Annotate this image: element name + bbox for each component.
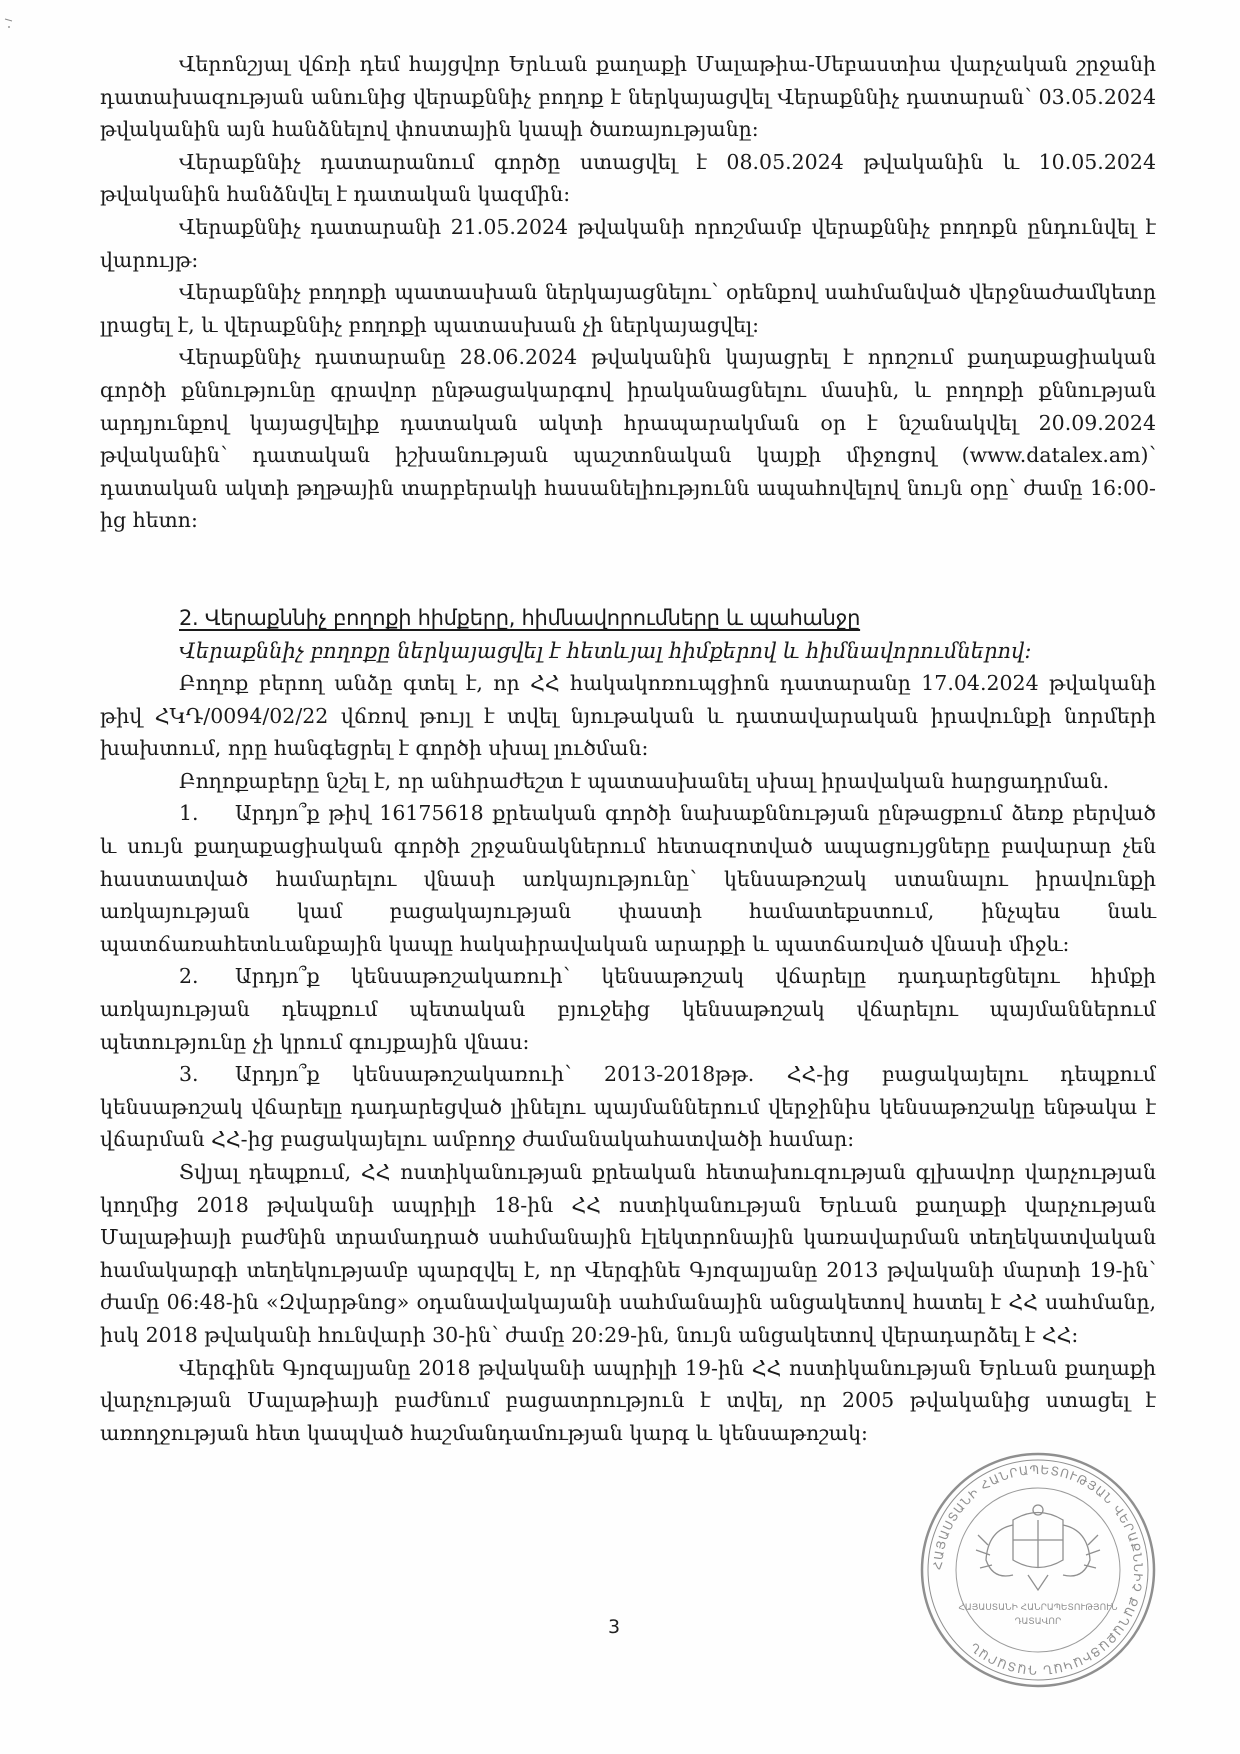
court-seal-stamp-icon [918, 1450, 1158, 1690]
stamp-inner-line1: ՀԱՅԱՍՏԱՆԻ ՀԱՆՐԱՊԵՏՈՒԹՅՈՒՆ [958, 1603, 1118, 1613]
item-number: 3. [179, 1062, 199, 1087]
section-subheading: Վերաքննիչ բողոքը ներկայացվել է հետևյալ հիմքերով և հիմնավորումներով: [179, 638, 1032, 663]
svg-text:ՀԱՅԱՍՏԱՆԻ ՀԱՆՐԱՊԵՏՈՒԹՅԱՆ ՎԵՐԱՔ [931, 1463, 1145, 1677]
paragraph: Վերաքննիչ դատարանի 21.05.2024 թվականի որոշմամբ վերաքննիչ բողոքն ընդունվել է վարույթ: [100, 214, 1156, 272]
paragraph: Վերաքննիչ դատարանը 28.06.2024 թվականին կայացրել է որոշում քաղաքացիական գործի քննությունը գրավոր ընթացակարգով իրականացնելու մասին, և բողոքի քննության արդյունքով կայացվելիք դատական ակտի հրապարակման օր է նշանակվել 20.09.2024 թվականին՝ դատական իշխանության պաշտոնական կայքի միջոցով (www.datalex.am)՝ դատական ակտի թղթային տարբերակի հասանելիությունն ապահովելով նույն օրը՝ ժամը 16:00-ից հետո: [100, 345, 1156, 533]
numbered-item [100, 1058, 1156, 1156]
spacer [100, 537, 1156, 602]
section-heading: 2. Վերաքննիչ բողոքի հիմքերը, հիմնավորումները և պահանջը [179, 605, 861, 630]
paragraph: Բողոք բերող անձը գտել է, որ ՀՀ հակակոռուպցիոն դատարանը 17.04.2024 թվականի թիվ ՀԿԴ/0094/02/22 վճռով թույլ է տվել նյութական և դատավարական իրավունքի նորմերի խախտում, որը հանգեցրել է գործի սխալ լուծման: [100, 671, 1156, 761]
item-number: 2. [179, 964, 199, 989]
paragraph: Վերաքննիչ բողոքի պատասխան ներկայացնելու՝ օրենքով սահմանված վերջնաժամկետը լրացել է, և վերաքննիչ բողոքի պատասխան չի ներկայացվել: [100, 280, 1156, 337]
numbered-item [100, 960, 1156, 1058]
item-text: Արդյո՞ք կենսաթոշակառուի՝ կենսաթոշակ վճարելը դադարեցնելու հիմքի առկայության դեպքում պետական բյուջեից կենսաթոշակ վճարելու պայմաններում պետությունը չի կրում գույքային վնաս: [100, 964, 1156, 1054]
paragraph: Վերոնշյալ վճռի դեմ հայցվոր Երևան քաղաքի Մալաթիա-Սեբաստիա վարչական շրջանի դատախազության անունից վերաքննիչ բողոք է ներկայացվել Վերաքննիչ դատարան՝ 03.05.2024 թվականին այն հանձնելով փոստային կապի ծառայությանը: [100, 52, 1156, 142]
stamp-inner-line2: ԴԱՏԱՎՈՐ [1014, 1617, 1062, 1627]
document-body [100, 48, 1156, 1449]
paragraph: Բողոքաբերը նշել է, որ անհրաժեշտ է պատասխանել սխալ իրավական հարցադրման. [179, 768, 1110, 793]
item-number: 1. [179, 801, 199, 826]
stamp-outer-text: ՀԱՅԱՍՏԱՆԻ ՀԱՆՐԱՊԵՏՈՒԹՅԱՆ ՎԵՐԱՔՆՆԻՉ ՔԱՂԱՔԱՑԻԱԿԱՆ ԴԱՏԱՐԱՆ [930, 1462, 1146, 1678]
scan-artifact-mark [4, 16, 14, 30]
page-number: 3 [608, 1616, 621, 1638]
paragraph: Վերաքննիչ դատարանում գործը ստացվել է 08.05.2024 թվականին և 10.05.2024 թվականին հանձնվել է դատական կազմին: [100, 149, 1156, 207]
paragraph: Վերգինե Գյոզալյանը 2018 թվականի ապրիլի 19-ին ՀՀ ոստիկանության Երևան քաղաքի վարչության Մալաթիայի բաժնում բացատրություն է տվել, որ 2005 թվականից ստացել է առողջության հետ կապված հաշմանդամության կարգ և կենսաթոշակ: [100, 1355, 1156, 1445]
numbered-item [100, 797, 1156, 960]
item-text: Արդյո՞ք կենսաթոշակառուի՝ 2013-2018թթ. ՀՀ-ից բացակայելու դեպքում կենսաթոշակ վճարելը դադարեցված լինելու պայմաններում վերջինիս կենսաթոշակը ենթակա է վճարման ՀՀ-ից բացակայելու ամբողջ ժամանակահատվածի համար: [100, 1062, 1156, 1152]
paragraph: Տվյալ դեպքում, ՀՀ ոստիկանության քրեական հետախուզության գլխավոր վարչության կողմից 2018 թվականի ապրիլի 18-ին ՀՀ ոստիկանության Երևան քաղաքի վարչության Մալաթիայի բաժնին տրամադրած սահմանային էլեկտրոնային կառավարման տեղեկատվական համակարգի տեղեկությամբ պարզվել է, որ Վերգինե Գյոզալյանը 2013 թվականի մարտի 19-ին՝ ժամը 06:48-ին «Զվարթնոց» օդանավակայանի սահմանային անցակետով հատել է ՀՀ սահմանը, իսկ 2018 թվականի հունվարի 30-ին՝ ժամը 20:29-ին, նույն անցակետով վերադարձել է ՀՀ: [100, 1160, 1156, 1347]
item-text: Արդյո՞ք թիվ 16175618 քրեական գործի նախաքննության ընթացքում ձեռք բերված և սույն քաղաքացիական գործի շրջանակներում հետազոտված ապացույցները բավարար չեն հաստատված համարելու վնասի առկայությունը՝ կենսաթոշակ ստանալու իրավունքի առկայության կամ բացակայության փաստի համատեքստում, ինչպես նաև պատճառահետևանքային կապը հակաիրավական արարքի և պատճառված վնասի միջև: [100, 801, 1156, 956]
